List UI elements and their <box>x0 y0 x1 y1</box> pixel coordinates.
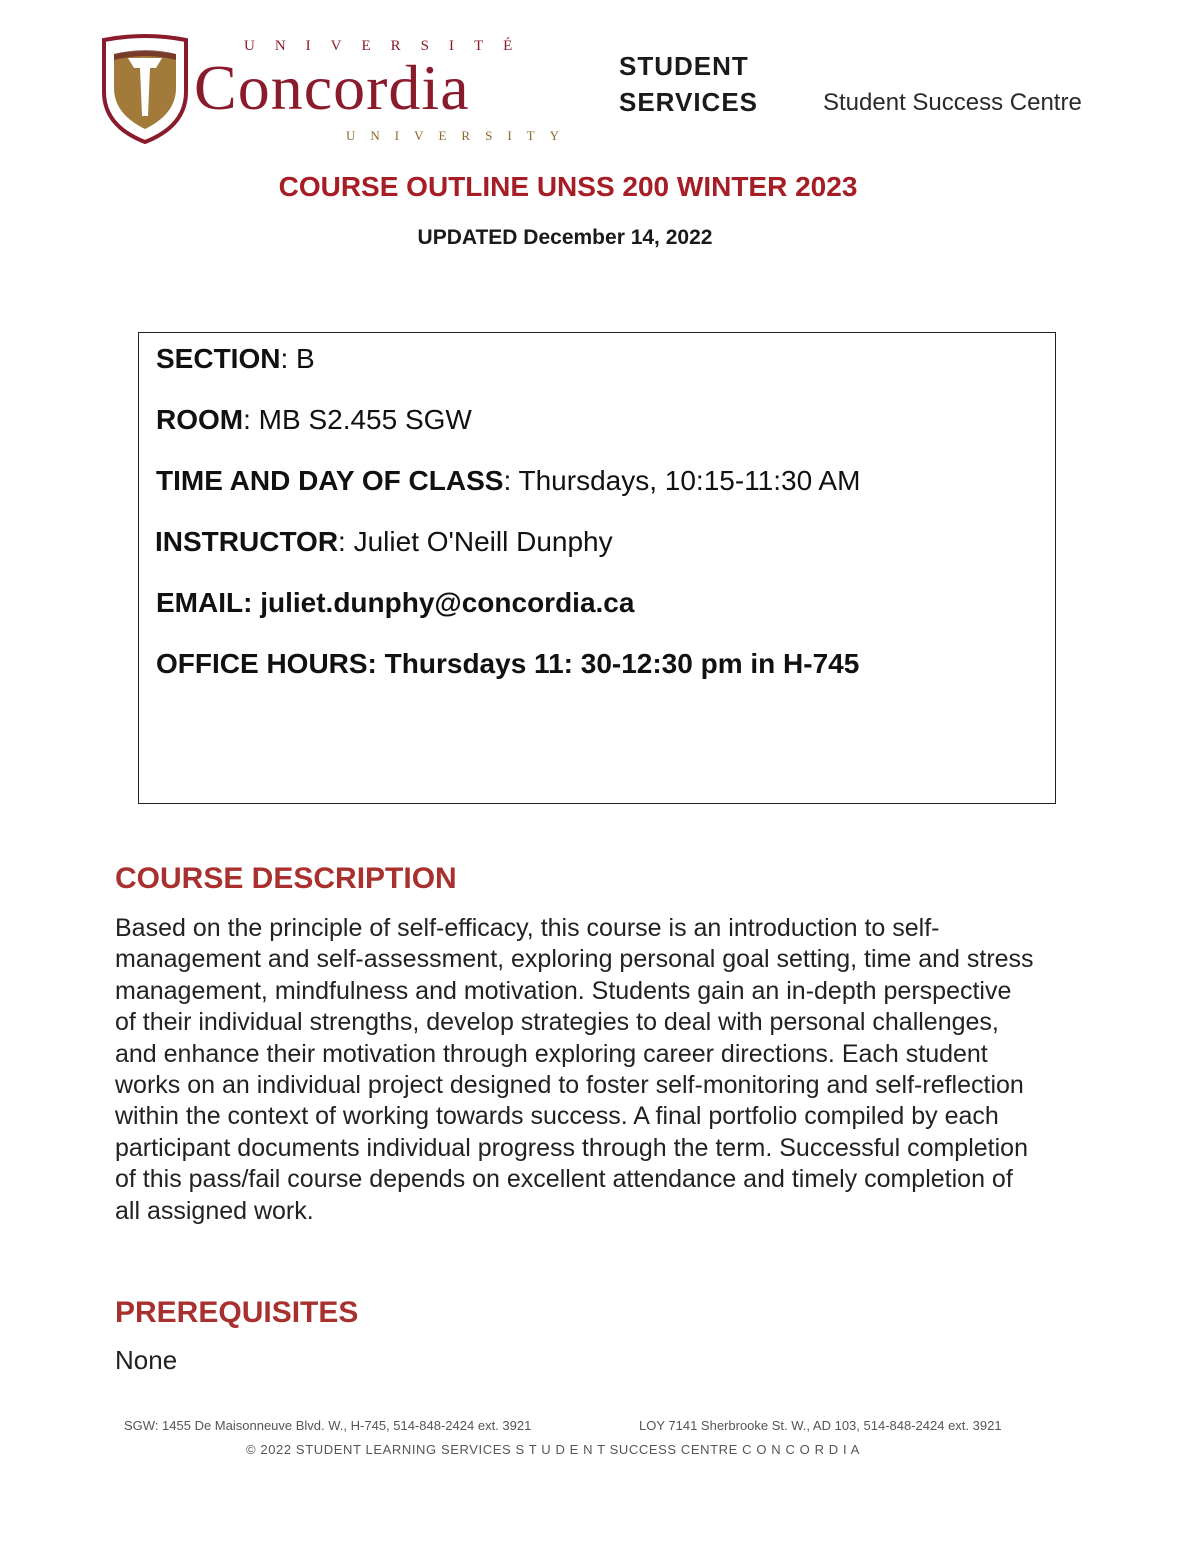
time-label: TIME AND DAY OF CLASS <box>156 465 504 496</box>
course-title: COURSE OUTLINE UNSS 200 WINTER 2023 <box>278 171 858 202</box>
section-value: : B <box>280 343 315 374</box>
updated-date: UPDATED December 14, 2022 <box>417 226 713 249</box>
student-success-centre-label: Student Success Centre <box>823 89 1082 116</box>
logo-wordmark: Concordia <box>194 52 470 123</box>
office-hours-line: OFFICE HOURS: Thursdays 11: 30-12:30 pm in H-745 <box>156 648 860 679</box>
logo-universite-text: UNIVERSITÉ <box>244 38 533 54</box>
footer-copyright: © 2022 STUDENT LEARNING SERVICES S T U D E N T SUCCESS CENTRE C O N C O R D I A <box>246 1442 860 1457</box>
footer-loy-address: LOY 7141 Sherbrooke St. W., AD 103, 514-848-2424 ext. 3921 <box>639 1418 1002 1433</box>
room-line <box>156 404 472 436</box>
course-description-body: Based on the principle of self-efficacy, this course is an introduction to self-management and self-assessment, exploring personal goal setting, time and stress management, mindfulness and motivation. Students gain an in-depth perspective of their individual strengths, develop strategies to deal with personal challenges, and enhance their motivation through exploring career directions. Each student works on an individual project designed to foster self-monitoring and self-reflection within the context of working towards success. A final portfolio compiled by each participant documents individual progress through the term. Successful completion of this pass/fail course depends on excellent attendance and timely completion of all assigned work. <box>115 914 1034 1225</box>
time-value: : Thursdays, 10:15-11:30 AM <box>503 465 861 496</box>
instructor-label: INSTRUCTOR <box>155 526 339 557</box>
student-services-line2: SERVICES <box>619 87 759 117</box>
room-label: ROOM <box>156 404 244 435</box>
prerequisites-heading: PREREQUISITES <box>115 1296 359 1329</box>
student-services-line1: STUDENT <box>619 51 749 81</box>
instructor-line <box>155 526 613 558</box>
time-line <box>156 465 860 497</box>
footer-sgw-address: SGW: 1455 De Maisonneuve Blvd. W., H-745, 514-848-2424 ext. 3921 <box>124 1418 532 1433</box>
course-description-heading: COURSE DESCRIPTION <box>115 862 457 895</box>
course-info-box <box>138 332 1056 804</box>
prerequisites-body: None <box>115 1345 178 1375</box>
instructor-value: : Juliet O'Neill Dunphy <box>338 526 613 557</box>
section-label: SECTION <box>156 343 281 374</box>
concordia-shield-logo <box>100 34 190 144</box>
room-value: : MB S2.455 SGW <box>243 404 472 435</box>
logo-university-text: UNIVERSITY <box>346 128 574 143</box>
section-line <box>156 343 315 375</box>
email-line[interactable]: EMAIL: juliet.dunphy@concordia.ca <box>156 587 635 618</box>
